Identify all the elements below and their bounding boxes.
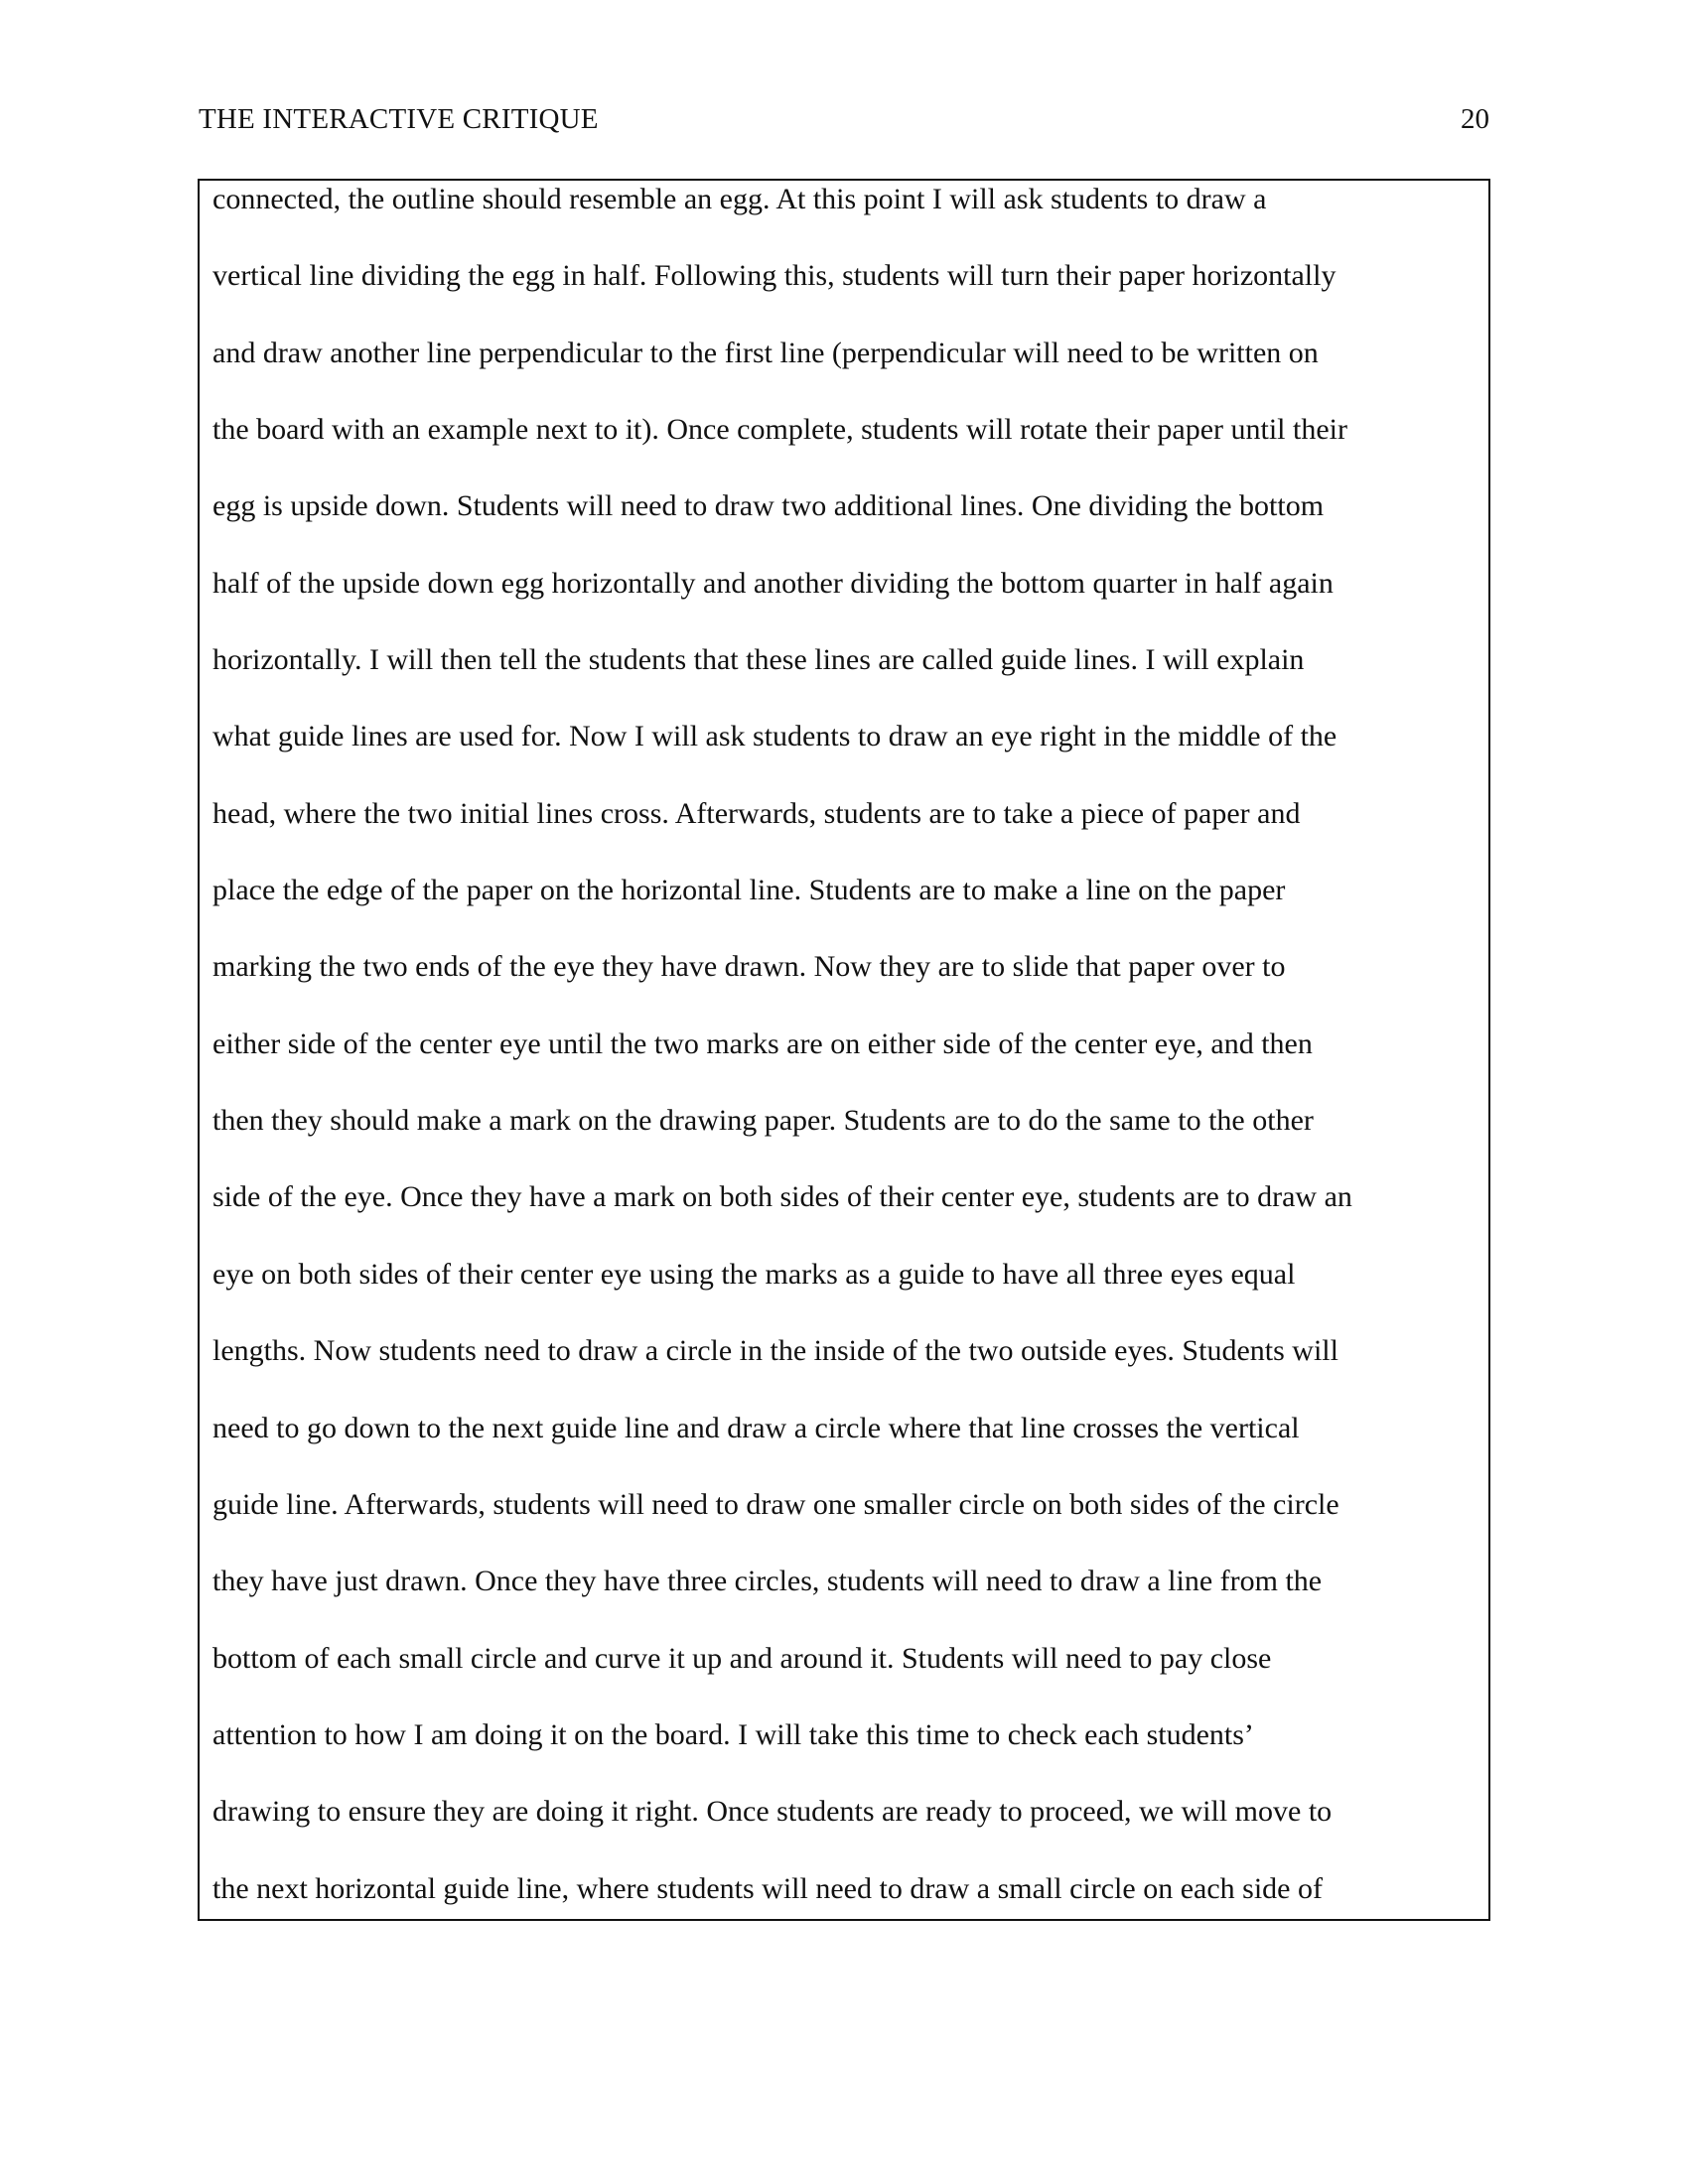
running-title: THE INTERACTIVE CRITIQUE	[199, 103, 599, 135]
text-line: marking the two ends of the eye they have drawn. Now they are to slide that paper over to	[212, 950, 1286, 984]
text-line: vertical line dividing the egg in half. Following this, students will turn their paper horizontally	[212, 259, 1336, 293]
text-line: drawing to ensure they are doing it right. Once students are ready to proceed, we will move to	[212, 1795, 1333, 1829]
text-line: head, where the two initial lines cross. Afterwards, students are to take a piece of paper and	[212, 796, 1301, 830]
text-line: side of the eye. Once they have a mark on both sides of their center eye, students are to draw an	[212, 1180, 1352, 1214]
text-line: the board with an example next to it). Once complete, students will rotate their paper until their	[212, 413, 1347, 447]
body-text	[212, 181, 1483, 1947]
text-line: what guide lines are used for. Now I will ask students to draw an eye right in the middle of the	[212, 720, 1337, 753]
text-line: they have just drawn. Once they have three circles, students will need to draw a line from the	[212, 1565, 1323, 1598]
running-head	[199, 99, 1489, 139]
text-line: need to go down to the next guide line and draw a circle where that line crosses the vertical	[212, 1411, 1300, 1444]
text-line: the next horizontal guide line, where students will need to draw a small circle on each side of	[212, 1871, 1323, 1905]
text-line: then they should make a mark on the drawing paper. Students are to do the same to the other	[212, 1104, 1314, 1138]
text-line: bottom of each small circle and curve it up and around it. Students will need to pay close	[212, 1641, 1272, 1675]
bordered-text-box	[198, 179, 1490, 1921]
text-line: attention to how I am doing it on the board. I will take this time to check each students’	[212, 1717, 1254, 1751]
page-number: 20	[1461, 103, 1489, 135]
text-line: half of the upside down egg horizontally and another dividing the bottom quarter in half again	[212, 566, 1334, 600]
text-line: connected, the outline should resemble an egg. At this point I will ask students to draw a	[212, 183, 1267, 215]
text-line: place the edge of the paper on the horizontal line. Students are to make a line on the paper	[212, 874, 1286, 907]
text-line: either side of the center eye until the two marks are on either side of the center eye, and then	[212, 1026, 1313, 1060]
text-line: egg is upside down. Students will need to draw two additional lines. One dividing the bottom	[212, 489, 1325, 523]
text-line: guide line. Afterwards, students will need to draw one smaller circle on both sides of the circle	[212, 1487, 1339, 1521]
text-line: lengths. Now students need to draw a circle in the inside of the two outside eyes. Students will	[212, 1334, 1338, 1368]
text-line: eye on both sides of their center eye using the marks as a guide to have all three eyes equal	[212, 1257, 1296, 1291]
text-line: and draw another line perpendicular to the first line (perpendicular will need to be written on	[212, 336, 1319, 369]
text-line: horizontally. I will then tell the students that these lines are called guide lines. I will explain	[212, 643, 1305, 677]
